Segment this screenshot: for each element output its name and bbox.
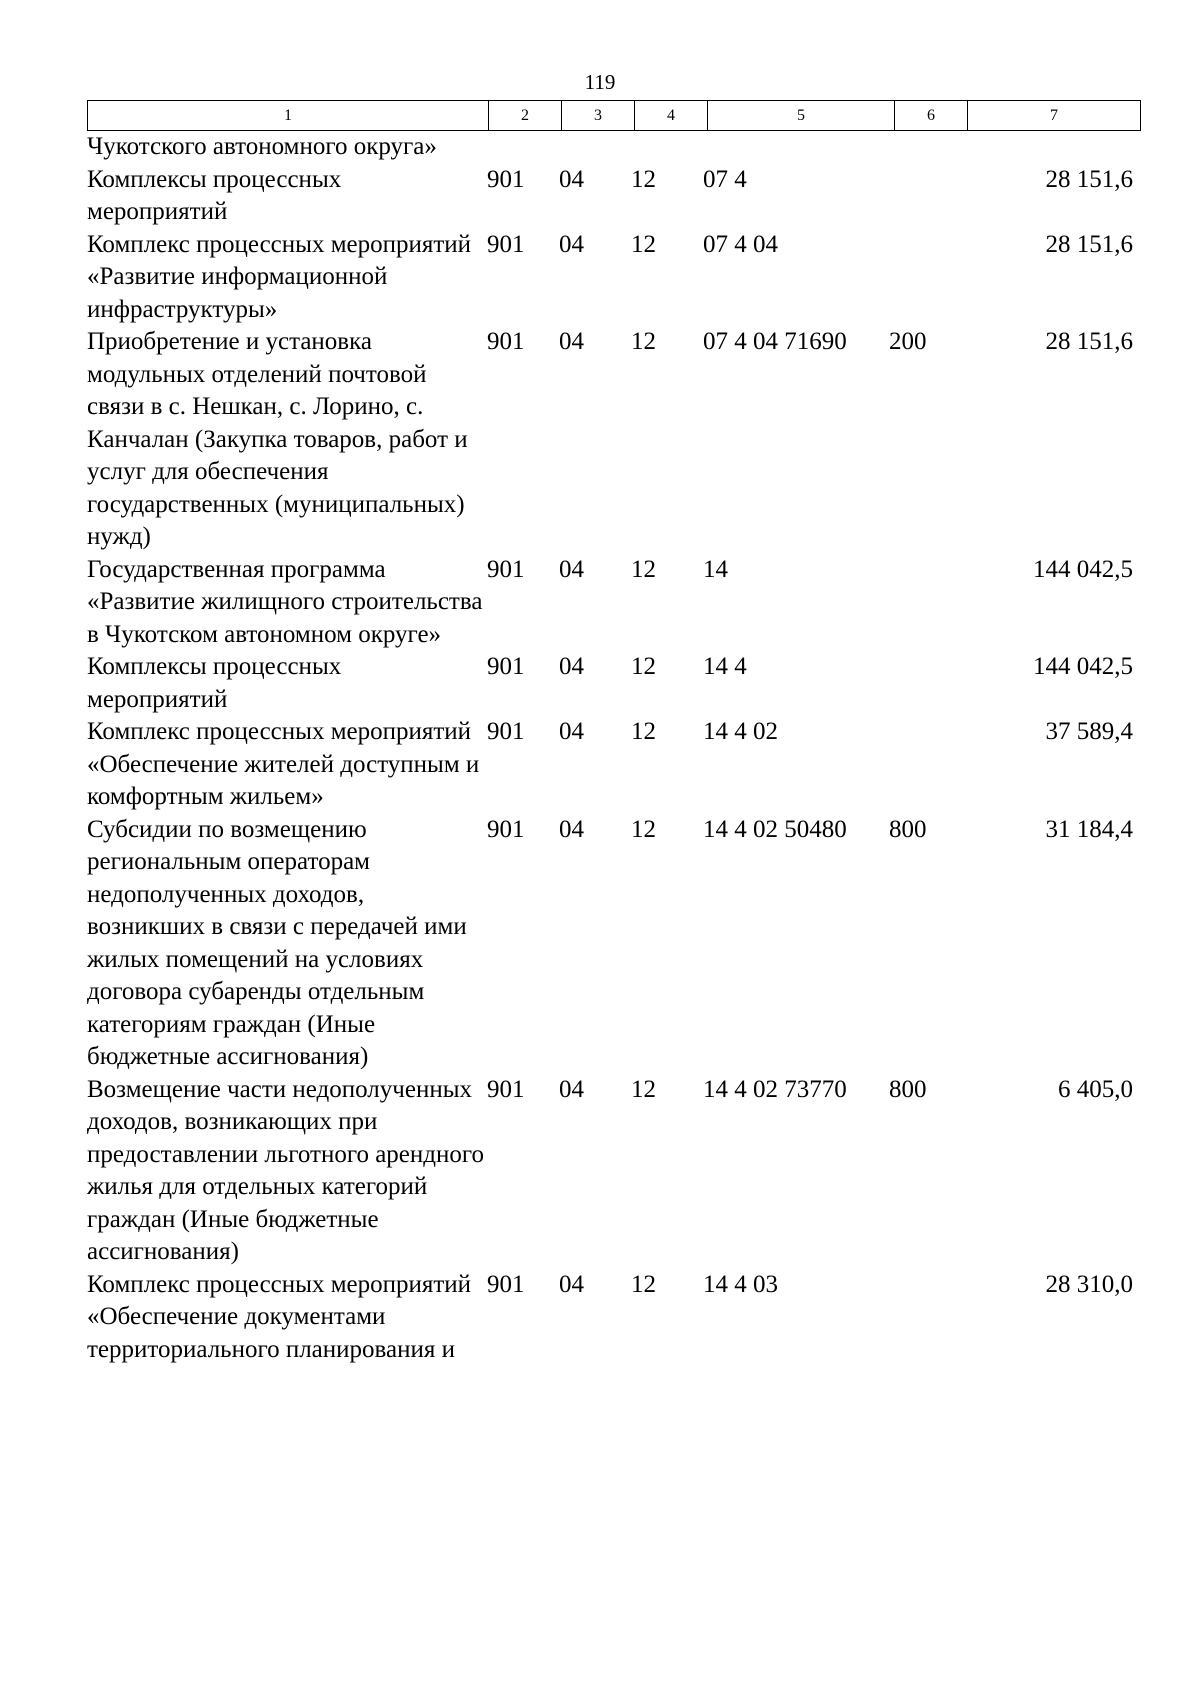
row-col5-cell: 14 4 02 73770 bbox=[703, 1075, 847, 1103]
table-row bbox=[87, 1269, 1133, 1367]
page-number: 119 bbox=[584, 70, 616, 94]
row-col5-cell: 07 4 04 bbox=[703, 230, 778, 258]
row-col6-cell: 800 bbox=[889, 815, 927, 843]
row-col6-cell: 800 bbox=[889, 1075, 927, 1103]
column-header-3: 3 bbox=[562, 101, 635, 131]
column-header-6: 6 bbox=[895, 101, 968, 131]
row-col4-cell: 12 bbox=[631, 718, 656, 745]
row-col5-cell bbox=[703, 131, 889, 164]
row-col4-cell: 12 bbox=[631, 328, 656, 355]
table-row bbox=[87, 716, 1133, 814]
row-col2-cell: 901 bbox=[487, 653, 525, 680]
table-row bbox=[87, 229, 1133, 327]
row-amount-cell: 144 042,5 bbox=[1033, 555, 1133, 583]
table-row bbox=[87, 651, 1133, 716]
row-col5-cell: 14 4 03 bbox=[703, 1270, 778, 1298]
row-name-cell: Комплекс процессных мероприятий «Обеспечение жителей доступным и комфортным жильем» bbox=[87, 718, 480, 810]
row-col2-cell: 901 bbox=[487, 815, 525, 843]
budget-table-body bbox=[87, 131, 1133, 1366]
row-col2-cell: 901 bbox=[487, 328, 525, 355]
row-col2-cell: 901 bbox=[487, 555, 525, 583]
table-row bbox=[87, 1074, 1133, 1269]
table-row bbox=[87, 814, 1133, 1074]
row-name-cell: Приобретение и установка модульных отделений почтовой связи в с. Нешкан, с. Лорино, с. Канчалан (Закупка товаров, работ и услуг для обеспечения государственных (муниципальных) нужд) bbox=[87, 328, 468, 550]
row-col3-cell: 04 bbox=[559, 1270, 584, 1298]
row-col2-cell: 901 bbox=[487, 1075, 525, 1103]
row-col6-cell bbox=[889, 651, 961, 716]
column-header-table bbox=[87, 100, 1141, 131]
row-col5-cell: 14 4 02 50480 bbox=[703, 815, 847, 843]
row-name-cell: Чукотского автономного округа» bbox=[87, 133, 437, 160]
row-col3-cell: 04 bbox=[559, 230, 584, 258]
row-amount-cell: 6 405,0 bbox=[1058, 1075, 1133, 1103]
row-col3-cell: 04 bbox=[559, 555, 584, 583]
row-col6-cell bbox=[889, 131, 961, 164]
column-header-4: 4 bbox=[635, 101, 708, 131]
row-col3-cell bbox=[559, 131, 631, 164]
row-col2-cell: 901 bbox=[487, 165, 525, 193]
row-col3-cell: 04 bbox=[559, 165, 584, 193]
row-amount-cell: 28 151,6 bbox=[1045, 328, 1133, 355]
row-col3-cell: 04 bbox=[559, 328, 584, 355]
row-col4-cell: 12 bbox=[631, 1270, 656, 1298]
column-header-7: 7 bbox=[968, 101, 1141, 131]
row-col5-cell: 07 4 bbox=[703, 165, 747, 193]
budget-table bbox=[87, 131, 1133, 1366]
row-col5-cell: 14 bbox=[703, 555, 728, 583]
row-name-cell: Государственная программа «Развитие жилищного строительства в Чукотском автономном округе» bbox=[87, 555, 483, 648]
row-col6-cell bbox=[889, 229, 961, 327]
row-amount-cell: 28 151,6 bbox=[1045, 230, 1133, 258]
row-name-cell: Комплексы процессных мероприятий bbox=[87, 653, 342, 713]
row-col3-cell: 04 bbox=[559, 1075, 584, 1103]
table-row bbox=[87, 164, 1133, 229]
table-row bbox=[87, 131, 1133, 164]
column-header-5: 5 bbox=[708, 101, 895, 131]
row-col3-cell: 04 bbox=[559, 815, 584, 843]
row-col6-cell: 200 bbox=[889, 328, 927, 355]
row-col6-cell bbox=[889, 164, 961, 229]
row-col2-cell bbox=[487, 131, 559, 164]
row-col4-cell: 12 bbox=[631, 653, 656, 680]
row-col4-cell: 12 bbox=[631, 555, 656, 583]
column-header-2: 2 bbox=[489, 101, 562, 131]
row-col4-cell: 12 bbox=[631, 230, 656, 258]
row-col6-cell bbox=[889, 554, 961, 652]
row-amount-cell: 144 042,5 bbox=[1033, 653, 1133, 680]
row-col3-cell: 04 bbox=[559, 653, 584, 680]
row-amount-cell: 31 184,4 bbox=[1045, 815, 1133, 843]
row-col5-cell: 14 4 bbox=[703, 653, 747, 680]
row-name-cell: Субсидии по возмещению региональным операторам недополученных доходов, возникших в связи с передачей ими жилых помещений на условиях договора субаренды отдельным категориям граждан (Иные бюджетные ассигнования) bbox=[87, 815, 467, 1070]
row-col6-cell bbox=[889, 716, 961, 814]
row-col5-cell: 07 4 04 71690 bbox=[703, 328, 847, 355]
row-name-cell: Комплекс процессных мероприятий «Развитие информационной инфраструктуры» bbox=[87, 230, 472, 323]
row-col4-cell bbox=[631, 131, 703, 164]
row-col2-cell: 901 bbox=[487, 1270, 525, 1298]
row-amount-cell: 28 310,0 bbox=[1045, 1270, 1133, 1298]
row-col4-cell: 12 bbox=[631, 165, 656, 193]
row-amount-cell: 28 151,6 bbox=[1045, 165, 1133, 193]
row-col3-cell: 04 bbox=[559, 718, 584, 745]
row-name-cell: Комплекс процессных мероприятий «Обеспечение документами территориального планирования и bbox=[87, 1270, 472, 1363]
column-header-row bbox=[88, 101, 1141, 131]
row-col5-cell: 14 4 02 bbox=[703, 718, 778, 745]
row-col4-cell: 12 bbox=[631, 1075, 656, 1103]
row-amount-cell bbox=[961, 131, 1133, 164]
row-col2-cell: 901 bbox=[487, 230, 525, 258]
table-row bbox=[87, 554, 1133, 652]
column-header-1: 1 bbox=[88, 101, 489, 131]
row-name-cell: Возмещение части недополученных доходов, возникающих при предоставлении льготного арендного жилья для отдельных категорий граждан (Иные бюджетные ассигнования) bbox=[87, 1075, 485, 1265]
row-name-cell: Комплексы процессных мероприятий bbox=[87, 165, 342, 225]
row-col4-cell: 12 bbox=[631, 815, 656, 843]
table-row bbox=[87, 326, 1133, 554]
row-amount-cell: 37 589,4 bbox=[1045, 718, 1133, 745]
row-col6-cell bbox=[889, 1269, 961, 1367]
row-col2-cell: 901 bbox=[487, 718, 525, 745]
